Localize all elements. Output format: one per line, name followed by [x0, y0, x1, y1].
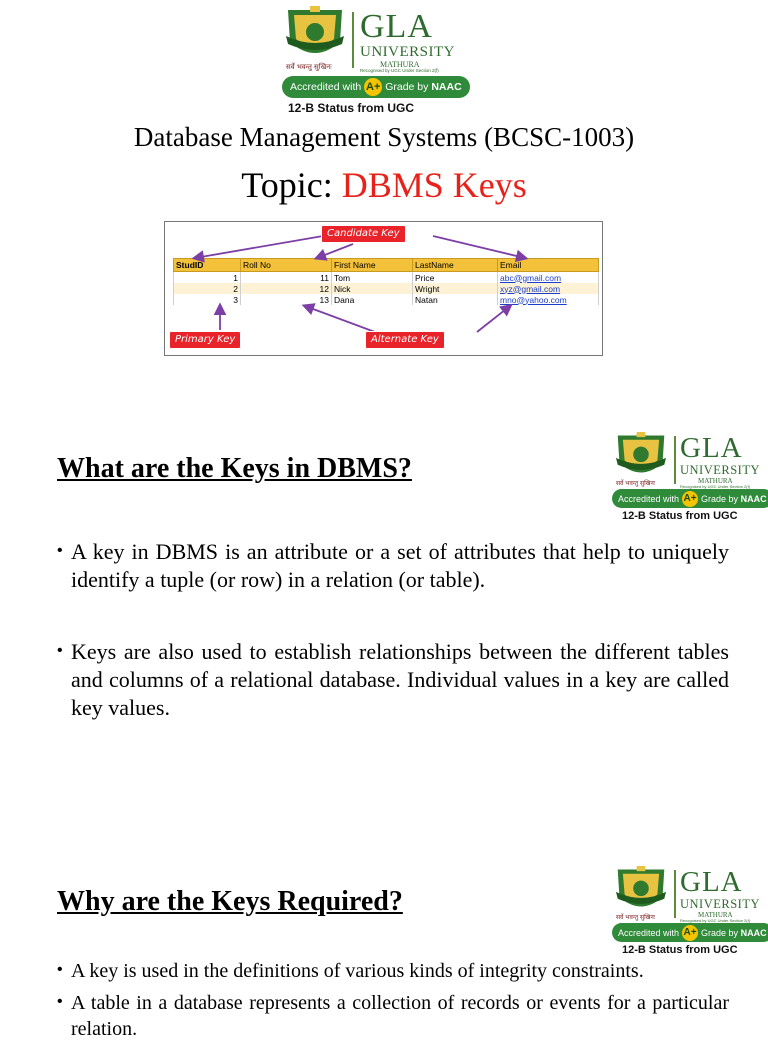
col-email: Email: [498, 259, 599, 272]
logo-divider: [674, 870, 676, 918]
col-lastname: LastName: [413, 259, 498, 272]
naac-accreditation-badge: [282, 76, 470, 98]
col-firstname: First Name: [332, 259, 413, 272]
logo-university: UNIVERSITY: [680, 463, 760, 477]
logo-city: MATHURA: [698, 477, 733, 485]
logo-city: MATHURA: [698, 911, 733, 919]
grade-label: Grade by: [385, 81, 429, 93]
bullet-list-what: [57, 538, 729, 722]
logo-city: MATHURA: [380, 60, 420, 69]
logo-university: UNIVERSITY: [360, 44, 455, 60]
university-emblem-icon: [282, 6, 348, 64]
grade-label: Grade by: [701, 927, 739, 938]
grade-badge: A+: [682, 925, 698, 941]
topic-title: [0, 164, 768, 206]
gla-logo: [612, 866, 767, 956]
ugc-status: 12-B Status from UGC: [288, 101, 415, 115]
cell-email[interactable]: abc@gmail.com: [498, 272, 599, 284]
cell-email[interactable]: xyz@gmail.com: [498, 283, 599, 294]
cell-rollno: 12: [241, 283, 332, 294]
bullet-item: • A key is used in the definitions of various kinds of integrity constraints.: [57, 958, 729, 984]
logo-divider: [352, 12, 354, 68]
agency-label: NAAC: [740, 927, 767, 938]
agency-label: NAAC: [740, 493, 767, 504]
university-emblem-icon: [612, 432, 670, 482]
gla-logo: [282, 6, 462, 115]
cell-firstname: Nick: [332, 283, 413, 294]
section-heading-why: Why are the Keys Required?: [57, 886, 403, 917]
logo-name: GLA: [360, 8, 433, 45]
naac-accreditation-badge: [612, 923, 768, 942]
agency-label: NAAC: [431, 81, 462, 93]
accredited-label: Accredited with: [618, 927, 680, 938]
logo-motto: सर्वे भवन्तु सुखिनः: [286, 63, 332, 71]
cell-lastname: Natan: [413, 294, 498, 305]
logo-name: GLA: [680, 866, 743, 898]
logo-recognition: Recognised by UGC Under Section 2(f): [680, 918, 751, 923]
bullet-list-why: [57, 958, 729, 1042]
cell-firstname: Tom: [332, 272, 413, 284]
grade-badge: A+: [364, 78, 382, 96]
bullet-item: • A key in DBMS is an attribute or a set of attributes that help to uniquely identify a tuple (or row) in a relation (or table).: [57, 538, 729, 594]
primary-key-label: Primary Key: [169, 331, 241, 349]
cell-lastname: Price: [413, 272, 498, 284]
course-title: Database Management Systems (BCSC-1003): [133, 122, 635, 152]
section-heading-what: What are the Keys in DBMS?: [57, 453, 412, 484]
cell-rollno: 11: [241, 272, 332, 284]
bullet-item: • A table in a database represents a collection of records or events for a particular relation.: [57, 990, 729, 1042]
accredited-label: Accredited with: [290, 81, 362, 93]
cell-email[interactable]: mno@yahoo.com: [498, 294, 599, 305]
col-rollno: Roll No: [241, 259, 332, 272]
logo-recognition: Recognised by UGC Under Section 2(f): [680, 484, 751, 489]
topic-name: DBMS Keys: [341, 165, 527, 205]
naac-accreditation-badge: [612, 489, 768, 508]
alternate-key-label: Alternate Key: [365, 331, 445, 349]
grade-badge: A+: [682, 491, 698, 507]
logo-recognition: Recognised by UGC Under Section 2(f): [360, 68, 439, 73]
cell-studid: 3: [174, 294, 241, 305]
col-studid: StudID: [174, 259, 241, 272]
university-emblem-icon: [612, 866, 670, 916]
logo-motto: सर्वे भवन्तु सुखिनः: [616, 914, 656, 921]
bullet-item: • Keys are also used to establish relationships between the different tables and columns of a relational database. Individual values in a key are called key values.: [57, 638, 729, 722]
logo-university: UNIVERSITY: [680, 897, 760, 911]
cell-studid: 1: [174, 272, 241, 284]
keys-diagram: [164, 221, 603, 356]
logo-motto: सर्वे भवन्तु सुखिनः: [616, 480, 656, 487]
ugc-status: 12-B Status from UGC: [622, 944, 738, 956]
cell-lastname: Wright: [413, 283, 498, 294]
ugc-status: 12-B Status from UGC: [622, 510, 738, 522]
topic-prefix: Topic:: [241, 165, 333, 205]
cell-rollno: 13: [241, 294, 332, 305]
accredited-label: Accredited with: [618, 493, 680, 504]
gla-logo: [612, 432, 767, 522]
cell-studid: 2: [174, 283, 241, 294]
grade-label: Grade by: [701, 493, 739, 504]
cell-firstname: Dana: [332, 294, 413, 305]
candidate-key-label: Candidate Key: [321, 225, 406, 243]
logo-name: GLA: [680, 432, 743, 464]
logo-divider: [674, 436, 676, 484]
